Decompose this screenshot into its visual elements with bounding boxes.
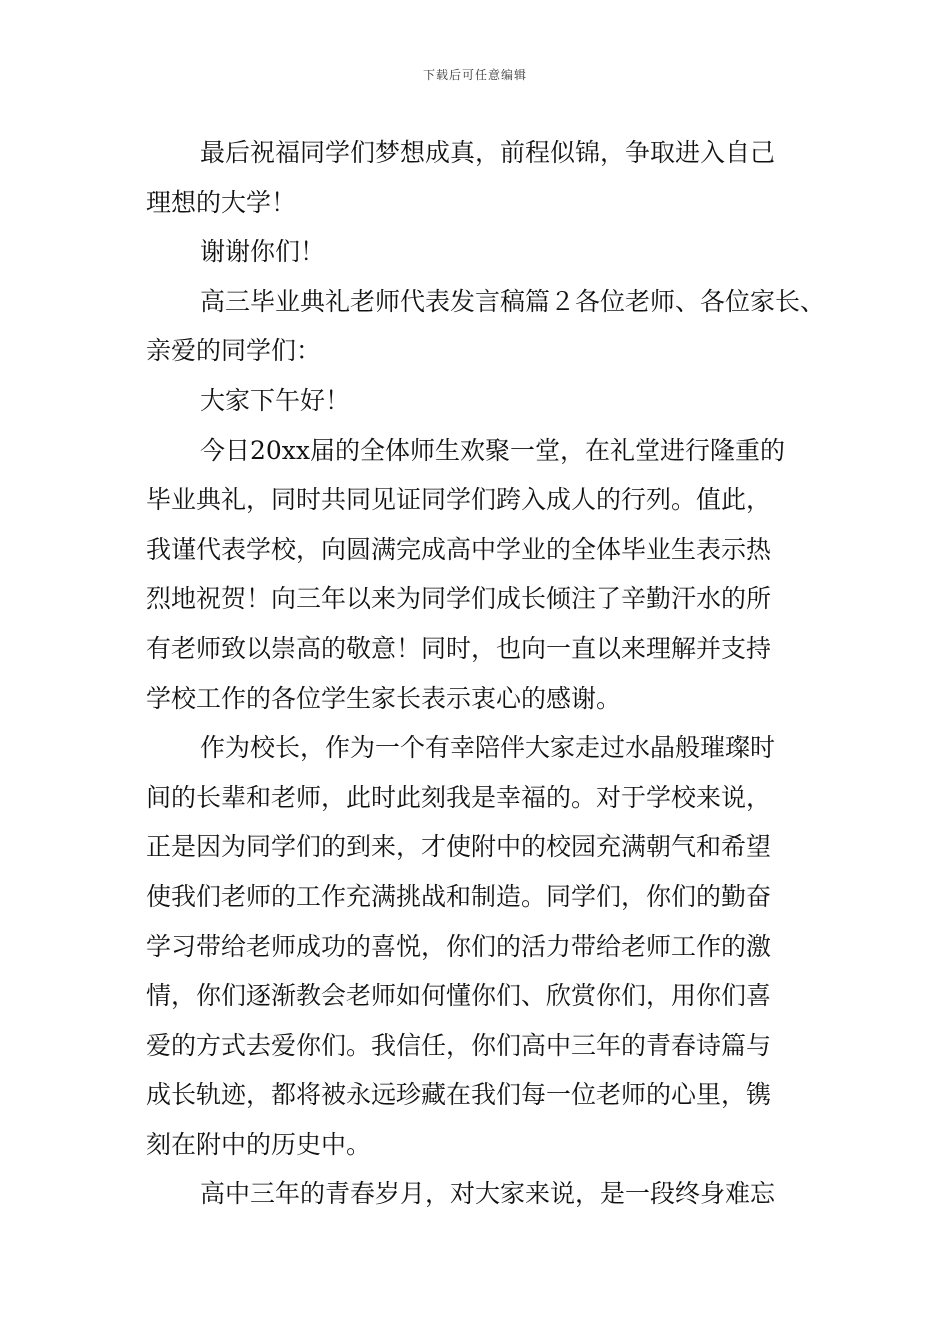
paragraph-line: 使我们老师的工作充满挑战和制造。同学们，你们的勤奋 — [146, 881, 772, 911]
paragraph-line: 爱的方式去爱你们。我信任，你们高中三年的青春诗篇与 — [146, 1030, 772, 1060]
paragraph-line: 烈地祝贺！向三年以来为同学们成长倾注了辛勤汗水的所 — [146, 584, 772, 614]
paragraph-line: 大家下午好！ — [200, 385, 351, 415]
document-body — [146, 128, 826, 1219]
paragraph-line: 高中三年的青春岁月，对大家来说，是一段终身难忘 — [200, 1179, 776, 1209]
paragraph-line: 间的长辈和老师，此时此刻我是幸福的。对于学校来说， — [146, 782, 772, 812]
paragraph-line: 今日20xx届的全体师生欢聚一堂，在礼堂进行隆重的 — [200, 435, 786, 465]
page-header: 下载后可任意编辑 — [422, 68, 527, 82]
paragraph-line: 刻在附中的历史中。 — [146, 1129, 372, 1159]
paragraph-line: 成长轨迹，都将被永远珍藏在我们每一位老师的心里，镌 — [146, 1080, 772, 1110]
paragraph-line: 亲爱的同学们： — [146, 336, 322, 366]
paragraph-line: 我谨代表学校，向圆满完成高中学业的全体毕业生表示热 — [146, 534, 772, 564]
paragraph-line: 学习带给老师成功的喜悦，你们的活力带给老师工作的激 — [146, 931, 772, 961]
paragraph-line: 作为校长，作为一个有幸陪伴大家走过水晶般璀璨时 — [200, 733, 776, 763]
paragraph-line: 学校工作的各位学生家长表示衷心的感谢。 — [146, 683, 622, 713]
paragraph-line: 谢谢你们！ — [200, 237, 326, 267]
paragraph-line: 有老师致以崇高的敬意！同时，也向一直以来理解并支持 — [146, 633, 772, 663]
paragraph-line: 正是因为同学们的到来，才使附中的校园充满朝气和希望 — [146, 832, 772, 862]
paragraph-line: 理想的大学！ — [146, 187, 297, 217]
paragraph-line: 高三毕业典礼老师代表发言稿篇２各位老师、各位家长、 — [200, 286, 826, 316]
paragraph-line: 毕业典礼，同时共同见证同学们跨入成人的行列。值此， — [146, 485, 772, 515]
paragraph-line: 最后祝福同学们梦想成真，前程似锦，争取进入自己 — [200, 138, 776, 167]
paragraph-line: 情，你们逐渐教会老师如何懂你们、欣赏你们，用你们喜 — [146, 981, 772, 1011]
